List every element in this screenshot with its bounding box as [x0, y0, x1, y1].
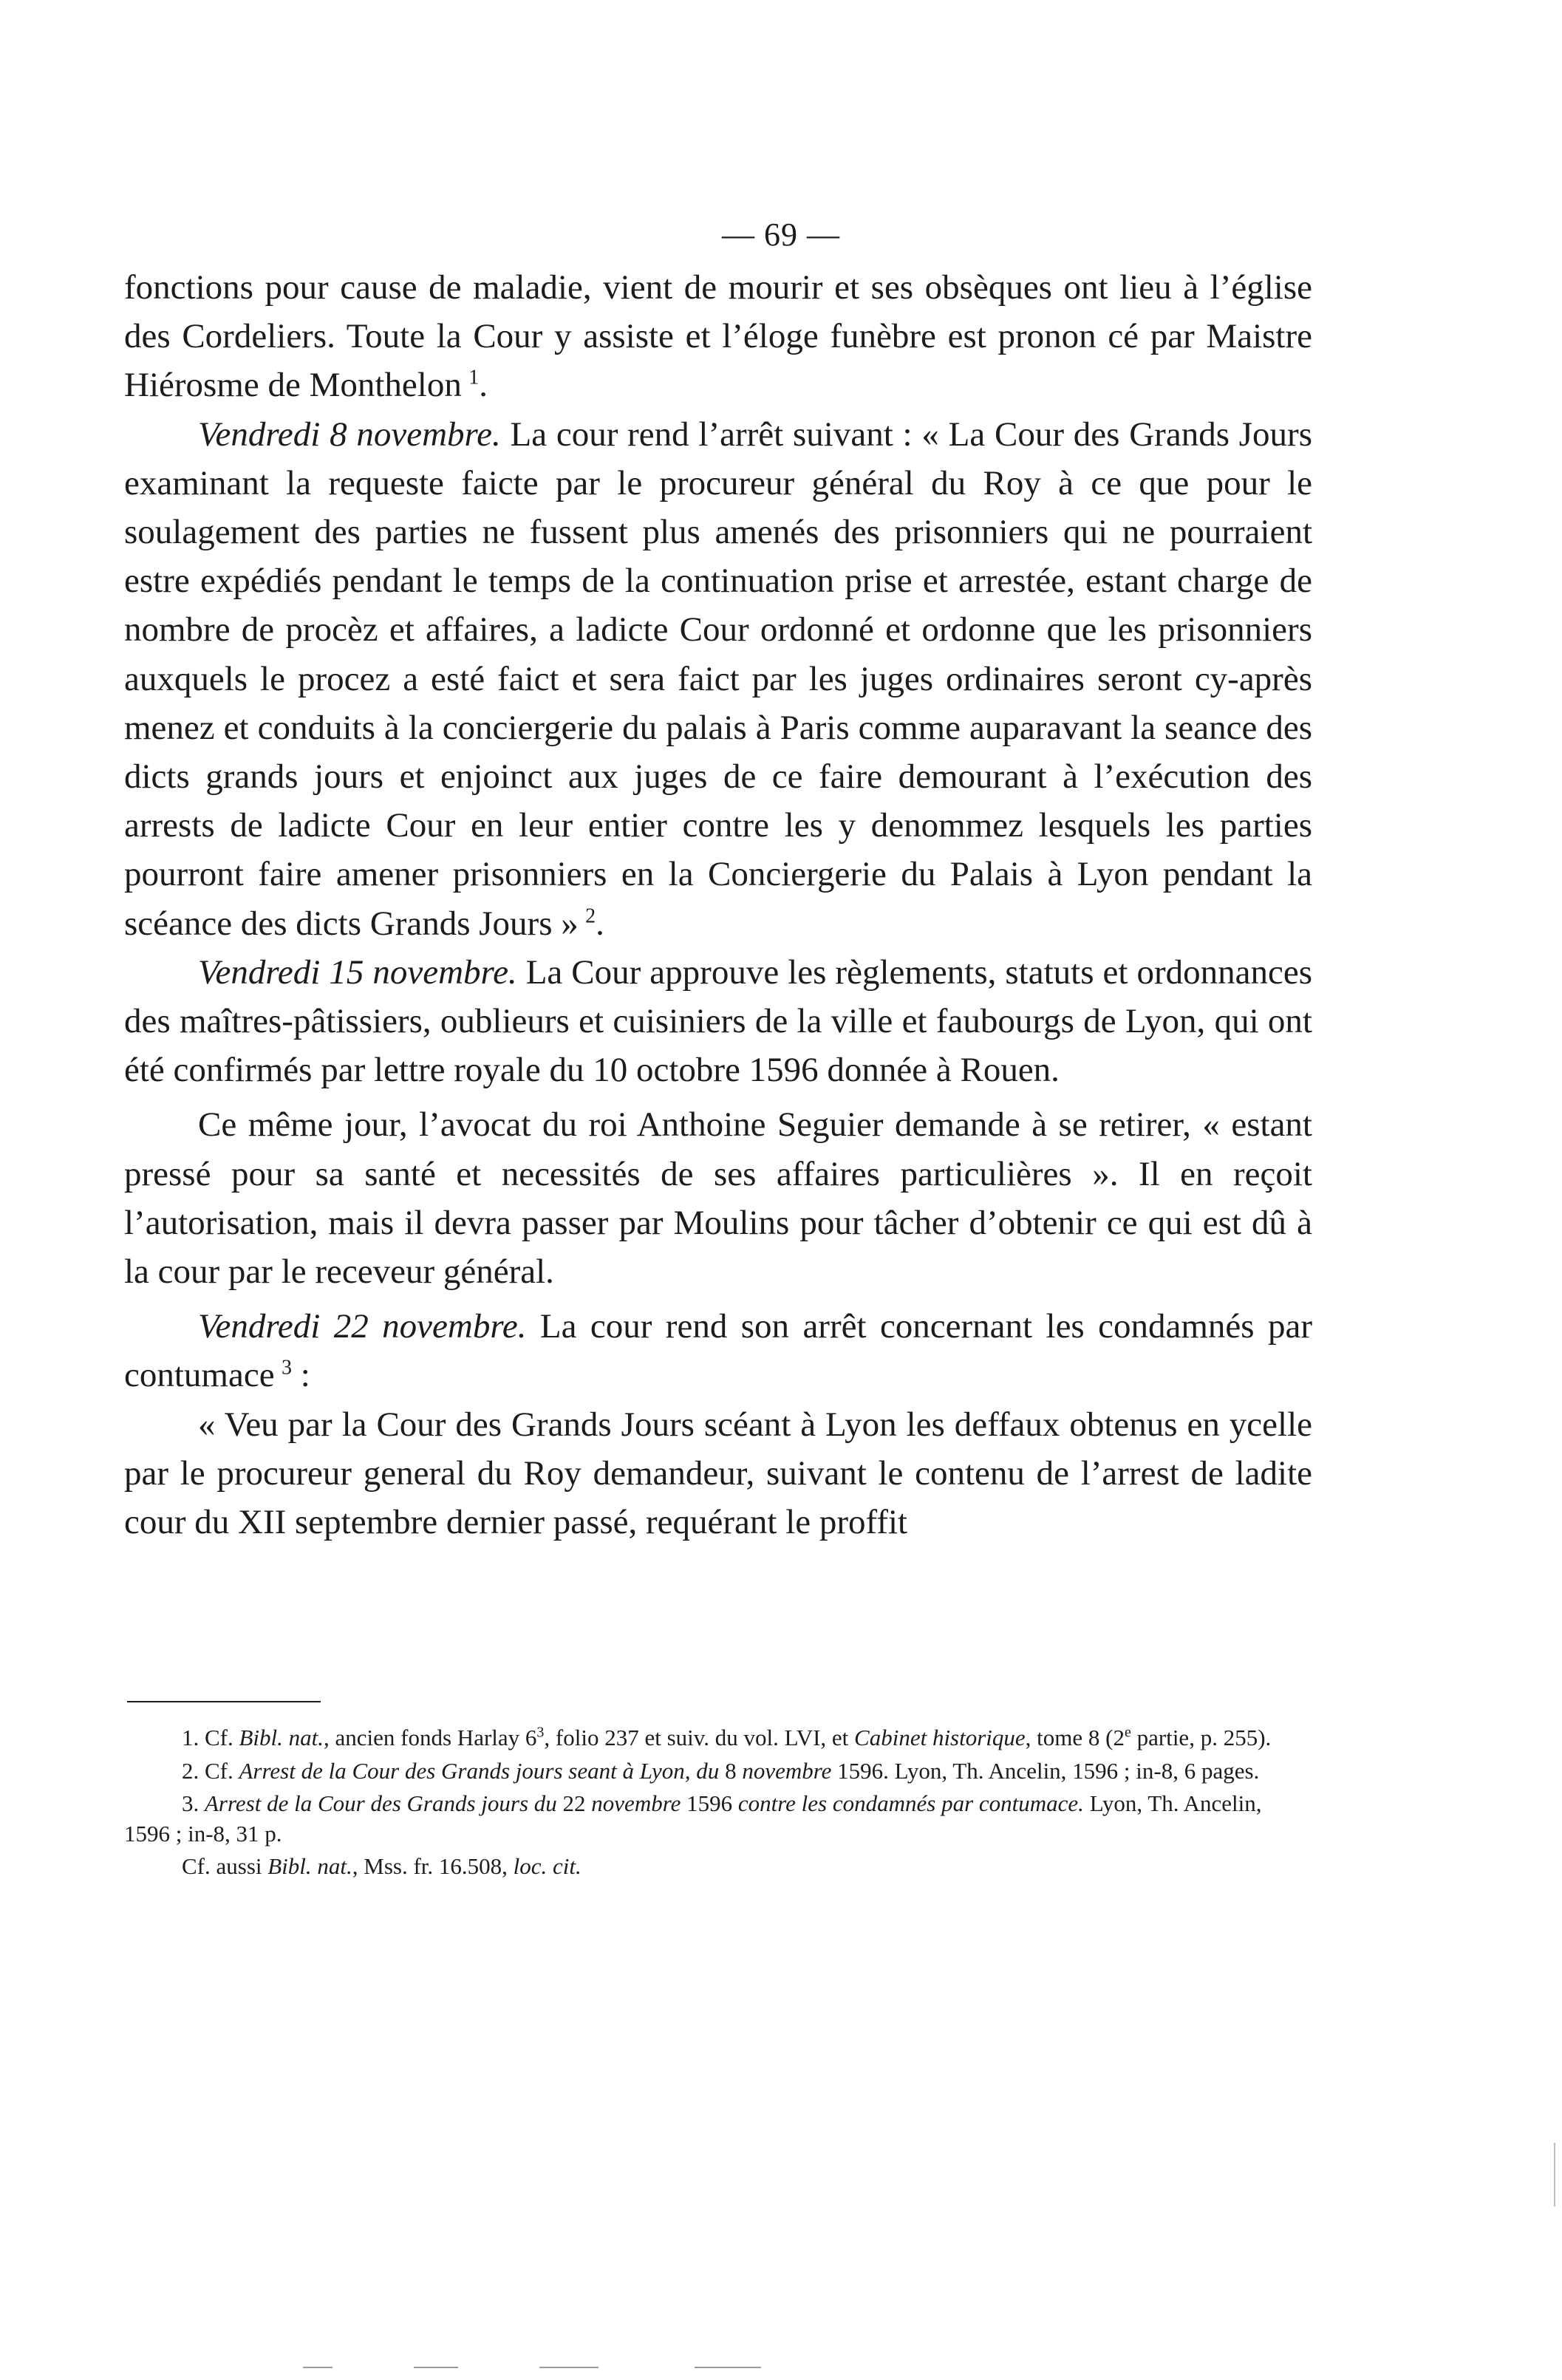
page-number: — 69 —: [722, 216, 840, 253]
paragraph-3: [124, 948, 1312, 1095]
footnote-3-extra: [124, 1852, 1312, 1882]
footnote-ref-2: 2: [585, 904, 596, 927]
scan-mark: [303, 2367, 332, 2368]
footnote-1: [124, 1723, 1312, 1753]
footnote-1-text-a: , ancien fonds Harlay 6: [324, 1725, 537, 1750]
body-text: [124, 263, 1312, 1547]
paragraph-6: [124, 1400, 1312, 1547]
date-8-novembre: Vendredi 8 novembre.: [198, 415, 501, 454]
footnote-2-text: 1596. Lyon, Th. Ancelin, 1596 ; in-8, 6 pages.: [831, 1757, 1260, 1784]
footnote-2-day: 8: [719, 1757, 743, 1784]
footnote-3: [124, 1789, 1312, 1849]
footnote-3-text: Lyon, Th. Ancelin, 1596 ; in-8, 31 p.: [124, 1790, 1262, 1847]
paragraph-1: fonctions pour cause de maladie, vient de mourir et ses obsèques ont lieu à l’église des Cordeliers. Toute la Cour y assiste et l’éloge funèbre est pronon cé par Maistre Hiérosme de Monthelon $^1$.: [124, 268, 1312, 405]
paragraph-6-text: « Veu par la Cour des Grands Jours scéant à Lyon les deffaux obtenus en ycelle par le procureur general du Roy demandeur, suivant le contenu de l’arrest de ladite cour du XII septembre dernier passé, requérant le proffit: [124, 1405, 1312, 1542]
footnote-1-text-b: , folio 237 et suiv. du vol. LVI, et: [544, 1725, 855, 1750]
paragraph-2-text: La cour rend l’arrêt suivant : « La Cour des Grands Jours examinant la requeste faicte par le procureur général du Roy à ce que pour le soulagement des parties ne fussent plus amenés des prisonniers qui ne pourraient estre expédiés pendant le temps de la continuation prise et arrestée, estant charge de nombre de procèz et affaires, a ladicte Cour ordonné et ordonne que les prisonniers auxquels le procez a esté faict et sera faict par les juges ordinaires seront cy-après menez et conduits à la conciergerie du palais à Paris comme auparavant la seance des dicts grands jours et enjoinct aux juges de ce faire demourant à l’exécution des arrests de ladicte Cour en leur entier contre les y denommez lesquels les parties pourront faire amener prisonniers en la Conciergerie du Palais à Lyon pendant la scéance des dicts Grands Jours »: [124, 415, 1312, 943]
footnote-3-day: 22: [556, 1790, 592, 1816]
date-15-novembre: Vendredi 15 novembre.: [198, 952, 517, 992]
footnote-2-title: Arrest de la Cour des Grands jours seant à Lyon, du: [239, 1757, 720, 1784]
footnote-ref-1: 1: [468, 366, 480, 389]
footnotes: [124, 1723, 1312, 1882]
footnote-2-label: 2. Cf.: [182, 1757, 239, 1784]
footnote-ref-3: 3: [281, 1356, 292, 1380]
footnote-3-month: novembre: [591, 1790, 681, 1816]
footnote-extra-loc: loc. cit.: [513, 1853, 582, 1879]
footnote-extra-text: , Mss. fr. 16.508,: [352, 1853, 514, 1879]
paragraph-4: [124, 1100, 1312, 1296]
footnote-1-title: Cabinet historique: [854, 1725, 1026, 1750]
scan-bottom-marks: [296, 2367, 1034, 2370]
footnote-2-month: novembre: [742, 1757, 832, 1784]
paragraph-2: Vendredi 8 novembre. La cour rend l’arrêt suivant : « La Cour des Grands Jours examinant la requeste faicte par le procureur général du Roy à ce que pour le soulagement des parties ne fussent plus amenés des prisonniers qui ne pourraient estre expédiés pendant le temps de la continuation prise et arrestée, estant charge de nombre de procèz et affaires, a ladicte Cour ordonné et ordonne que les prisonniers auxquels le procez a esté faict et sera faict par les juges ordinaires seront cy-après menez et conduits à la conciergerie du palais à Paris comme auparavant la seance des dicts grands jours et enjoinct aux juges de ce faire demourant à l’exécution des arrests de ladicte Cour en leur entier contre les y denommez lesquels les parties pourront faire amener prisonniers en la Conciergerie du Palais à Lyon pendant la scéance des dicts Grands Jours » $^2$.: [124, 415, 1312, 943]
footnote-3-year: 1596: [681, 1790, 738, 1816]
paragraph-5: [124, 1302, 1312, 1399]
paragraph-1-text: fonctions pour cause de maladie, vient de mourir et ses obsèques ont lieu à l’église des Cordeliers. Toute la Cour y assiste et l’éloge funèbre est pronon cé par Maistre Hiérosme de Monthelon: [124, 268, 1312, 405]
paragraph-3-text: La Cour approuve les règlements, statuts et ordonnances des maîtres-pâtissiers, oublieurs et cuisiniers de la ville et faubourgs de Lyon, qui ont été confirmés par lettre royale du 10 octobre 1596 donnée à Rouen.: [124, 952, 1312, 1090]
scan-mark: [695, 2367, 761, 2368]
footnote-1-sup-2: e: [1124, 1724, 1131, 1741]
footnote-1-source: Bibl. nat.: [239, 1725, 324, 1750]
paragraph-5-end: :: [291, 1356, 310, 1395]
date-22-novembre: Vendredi 22 novembre.: [198, 1307, 527, 1346]
footnote-1-text-d: partie, p. 255).: [1130, 1725, 1272, 1750]
footnote-1-text-c: , tome 8 (2: [1025, 1725, 1125, 1750]
scan-mark: [414, 2367, 458, 2368]
footnote-divider: [127, 1701, 321, 1702]
footnote-2: [124, 1756, 1312, 1787]
footnote-1-sup: 3: [536, 1724, 545, 1741]
paragraph-5-text: La cour rend son arrêt concernant les condamnés par contumace: [124, 1307, 1312, 1395]
footnote-1-label: 1. Cf.: [182, 1725, 239, 1750]
footnote-3-subject: contre les condamnés par contumace.: [737, 1790, 1084, 1816]
footnote-extra-label: Cf. aussi: [182, 1853, 268, 1879]
footnote-extra-source: Bibl. nat.: [267, 1853, 352, 1879]
footnote-3-title: Arrest de la Cour des Grands jours du: [205, 1790, 557, 1816]
scan-margin-mark: [1554, 2143, 1555, 2206]
scan-mark: [539, 2367, 598, 2368]
paragraph-4-text: Ce même jour, l’avocat du roi Anthoine Seguier demande à se retirer, « estant pressé pour sa santé et necessités de ses affaires particulières ». Il en reçoit l’autorisation, mais il devra passer par Moulins pour tâcher d’obtenir ce qui est dû à la cour par le receveur général.: [124, 1105, 1312, 1292]
footnote-3-label: 3.: [182, 1790, 205, 1816]
